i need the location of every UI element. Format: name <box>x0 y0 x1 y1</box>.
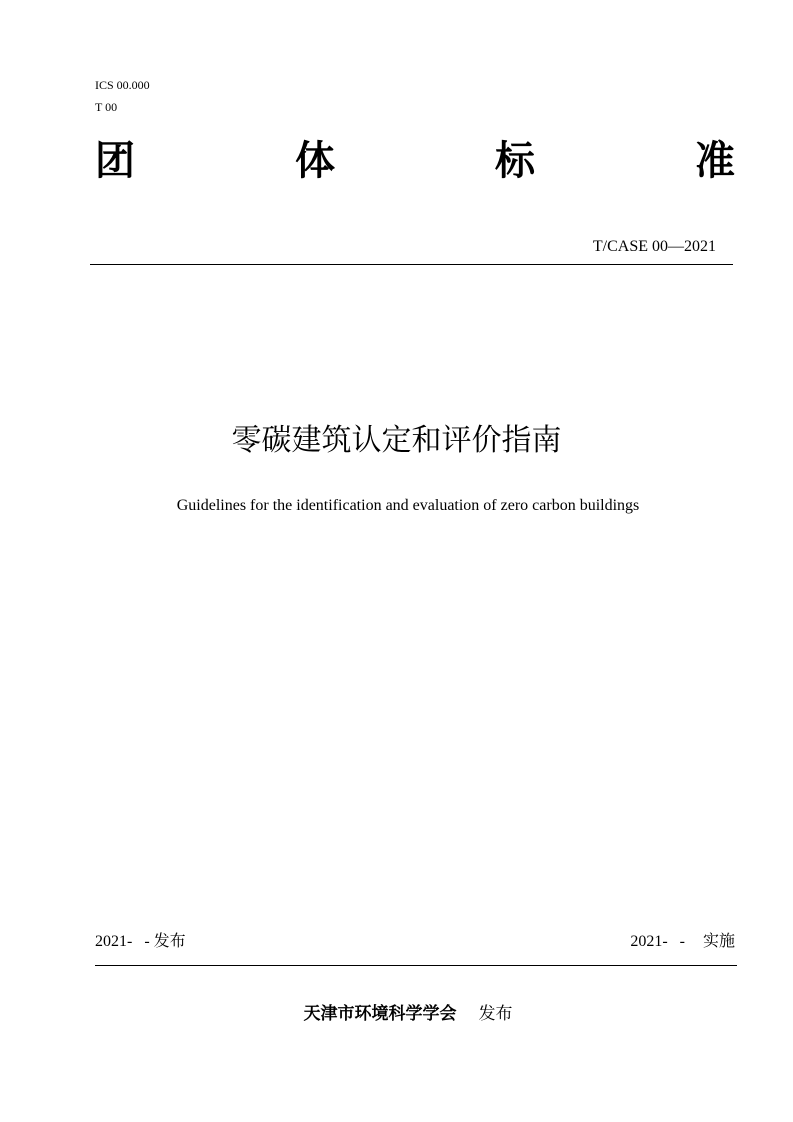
standard-type-char: 标 <box>495 138 535 184</box>
document-title-en: Guidelines for the identification and evaluation of zero carbon buildings <box>176 497 640 514</box>
top-divider <box>90 264 733 265</box>
publisher-line <box>0 1003 793 1025</box>
standard-type-char: 体 <box>295 138 335 184</box>
publisher-org: 天津市环境科学学会 <box>303 1004 457 1024</box>
ics-code: ICS 00.000 <box>95 78 150 92</box>
document-title-zh: 零碳建筑认定和评价指南 <box>231 423 562 458</box>
publisher-label: 发布 <box>478 1004 513 1024</box>
standard-type-heading <box>95 138 735 184</box>
bottom-divider <box>95 965 737 966</box>
implement-label: 实施 <box>702 931 735 950</box>
implement-date-line <box>630 931 735 952</box>
standard-type-char: 准 <box>695 138 735 184</box>
classification-code: T 00 <box>95 100 118 114</box>
implement-date: 2021- - <box>630 933 685 950</box>
publish-date-line <box>95 931 186 952</box>
publish-date: 2021- - <box>95 933 150 950</box>
standard-number: T/CASE 00—2021 <box>592 238 716 255</box>
publish-label: 发布 <box>153 931 186 950</box>
standard-type-char: 团 <box>95 138 135 184</box>
